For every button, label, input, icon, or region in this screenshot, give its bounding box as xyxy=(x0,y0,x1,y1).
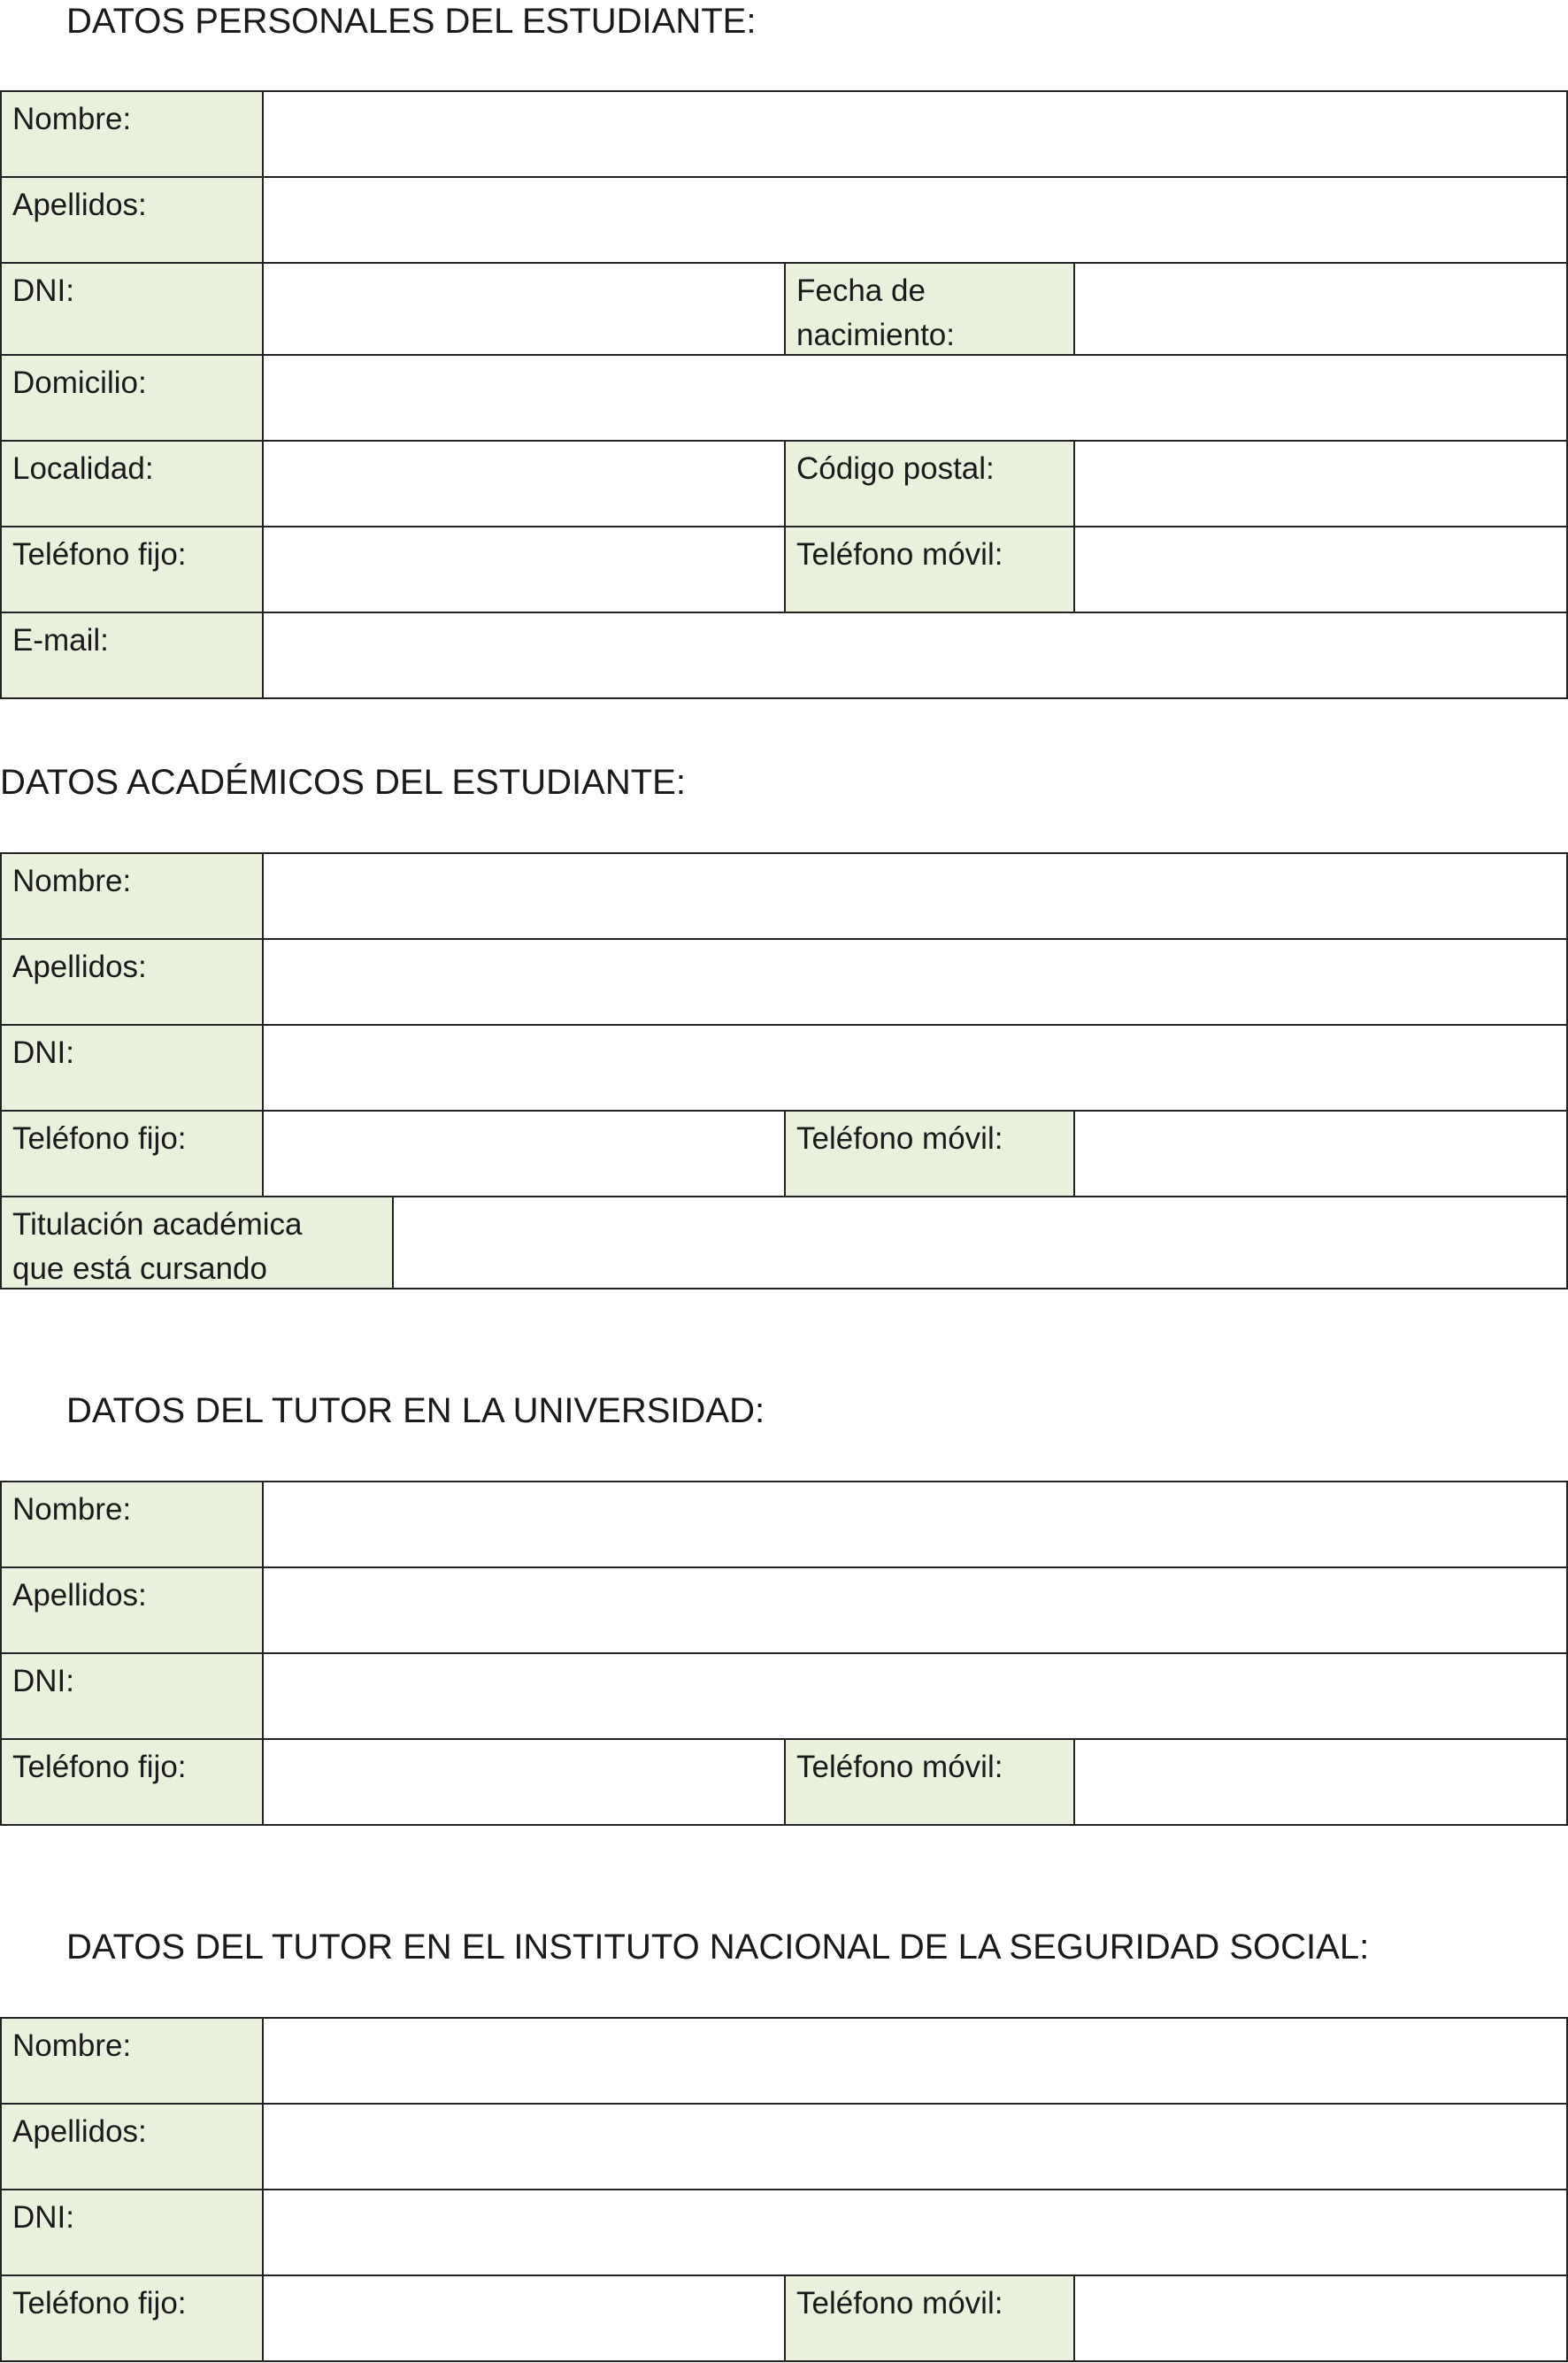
field-label-fecha-nacimiento: Fecha de nacimiento: xyxy=(796,273,955,352)
tutor-inss-form xyxy=(0,2017,1568,2362)
dni-field[interactable] xyxy=(262,2190,1566,2274)
telefono-movil-field[interactable] xyxy=(1073,2276,1566,2360)
label-cell-nombre xyxy=(2,2019,262,2103)
field-label-dni: DNI: xyxy=(12,1664,74,1698)
fecha-nacimiento-field[interactable] xyxy=(1073,264,1566,354)
row-dni xyxy=(0,1024,1568,1110)
nombre-field[interactable] xyxy=(262,2019,1566,2103)
section-title-tutor-universidad: DATOS DEL TUTOR EN LA UNIVERSIDAD: xyxy=(66,1391,765,1430)
field-label-apellidos: Apellidos: xyxy=(12,950,147,984)
telefono-movil-field[interactable] xyxy=(1073,1112,1566,1196)
label-cell-apellidos xyxy=(2,1568,262,1652)
nombre-field[interactable] xyxy=(262,1482,1566,1566)
label-cell-telefono-fijo xyxy=(2,527,262,612)
row-dni xyxy=(0,2189,1568,2274)
row-nombre xyxy=(0,2017,1568,2103)
field-label-nombre: Nombre: xyxy=(12,1492,132,1527)
telefono-movil-field[interactable] xyxy=(1073,1740,1566,1824)
label-cell-apellidos xyxy=(2,2105,262,2189)
field-label-telefono-movil: Teléfono móvil: xyxy=(796,1121,1003,1156)
row-apellidos xyxy=(0,1566,1568,1652)
label-cell-telefono-movil xyxy=(784,1112,1073,1196)
row-nombre xyxy=(0,90,1568,176)
field-label-apellidos: Apellidos: xyxy=(12,188,147,222)
label-cell-localidad xyxy=(2,442,262,526)
field-label-dni: DNI: xyxy=(12,273,74,308)
row-domicilio xyxy=(0,354,1568,440)
row-telefonos xyxy=(0,526,1568,612)
dni-field[interactable] xyxy=(262,1654,1566,1738)
label-cell-dni xyxy=(2,264,262,354)
telefono-movil-field[interactable] xyxy=(1073,527,1566,612)
row-dni-fecha xyxy=(0,262,1568,354)
codigo-postal-field[interactable] xyxy=(1073,442,1566,526)
localidad-field[interactable] xyxy=(262,442,784,526)
telefono-fijo-field[interactable] xyxy=(262,527,784,612)
tutor-universidad-form xyxy=(0,1481,1568,1826)
email-field[interactable] xyxy=(262,613,1566,697)
apellidos-field[interactable] xyxy=(262,2105,1566,2189)
field-label-localidad: Localidad: xyxy=(12,451,154,486)
label-cell-dni xyxy=(2,1654,262,1738)
row-titulacion xyxy=(0,1196,1568,1289)
section-title-tutor-inss: DATOS DEL TUTOR EN EL INSTITUTO NACIONAL DE LA SEGURIDAD SOCIAL: xyxy=(66,1928,1370,1967)
apellidos-field[interactable] xyxy=(262,1568,1566,1652)
field-label-codigo-postal: Código postal: xyxy=(796,451,995,486)
label-cell-dni xyxy=(2,1026,262,1110)
field-label-email: E-mail: xyxy=(12,623,109,658)
apellidos-field[interactable] xyxy=(262,940,1566,1024)
domicilio-field[interactable] xyxy=(262,356,1566,440)
telefono-fijo-field[interactable] xyxy=(262,1112,784,1196)
label-cell-telefono-fijo xyxy=(2,1112,262,1196)
label-cell-dni xyxy=(2,2190,262,2274)
row-telefonos xyxy=(0,1738,1568,1826)
field-label-telefono-fijo: Teléfono fijo: xyxy=(12,1121,187,1156)
field-label-nombre: Nombre: xyxy=(12,864,132,898)
row-apellidos xyxy=(0,2103,1568,2189)
label-cell-fecha-nacimiento xyxy=(784,264,1073,354)
label-cell-telefono-movil xyxy=(784,2276,1073,2360)
field-label-nombre: Nombre: xyxy=(12,2028,132,2063)
field-label-telefono-fijo: Teléfono fijo: xyxy=(12,2286,187,2321)
section-title-academic: DATOS ACADÉMICOS DEL ESTUDIANTE: xyxy=(0,763,686,802)
field-label-apellidos: Apellidos: xyxy=(12,1578,147,1613)
telefono-fijo-field[interactable] xyxy=(262,2276,784,2360)
field-label-telefono-movil: Teléfono móvil: xyxy=(796,1750,1003,1784)
label-cell-telefono-movil xyxy=(784,1740,1073,1824)
section-title-personal: DATOS PERSONALES DEL ESTUDIANTE: xyxy=(66,2,757,41)
row-nombre xyxy=(0,1481,1568,1566)
field-label-telefono-movil: Teléfono móvil: xyxy=(796,2286,1003,2321)
row-apellidos xyxy=(0,176,1568,262)
row-dni xyxy=(0,1652,1568,1738)
field-label-telefono-fijo: Teléfono fijo: xyxy=(12,537,187,572)
dni-field[interactable] xyxy=(262,1026,1566,1110)
label-cell-nombre xyxy=(2,1482,262,1566)
field-label-titulacion: Titulación académica que está cursando xyxy=(12,1207,303,1286)
row-apellidos xyxy=(0,938,1568,1024)
label-cell-telefono-fijo xyxy=(2,2276,262,2360)
telefono-fijo-field[interactable] xyxy=(262,1740,784,1824)
row-telefonos xyxy=(0,2274,1568,2362)
label-cell-titulacion xyxy=(2,1197,392,1288)
field-label-telefono-fijo: Teléfono fijo: xyxy=(12,1750,187,1784)
field-label-domicilio: Domicilio: xyxy=(12,366,147,400)
row-localidad-cp xyxy=(0,440,1568,526)
field-label-apellidos: Apellidos: xyxy=(12,2114,147,2149)
label-cell-apellidos xyxy=(2,178,262,262)
label-cell-telefono-fijo xyxy=(2,1740,262,1824)
row-telefonos xyxy=(0,1110,1568,1196)
row-nombre xyxy=(0,852,1568,938)
personal-data-form xyxy=(0,90,1568,699)
dni-field[interactable] xyxy=(262,264,784,354)
label-cell-apellidos xyxy=(2,940,262,1024)
field-label-telefono-movil: Teléfono móvil: xyxy=(796,537,1003,572)
field-label-dni: DNI: xyxy=(12,2200,74,2235)
label-cell-nombre xyxy=(2,854,262,938)
label-cell-codigo-postal xyxy=(784,442,1073,526)
label-cell-nombre xyxy=(2,92,262,176)
nombre-field[interactable] xyxy=(262,92,1566,176)
apellidos-field[interactable] xyxy=(262,178,1566,262)
label-cell-domicilio xyxy=(2,356,262,440)
label-cell-telefono-movil xyxy=(784,527,1073,612)
titulacion-field[interactable] xyxy=(392,1197,1566,1288)
row-email xyxy=(0,612,1568,699)
field-label-dni: DNI: xyxy=(12,1035,74,1070)
academic-data-form xyxy=(0,852,1568,1289)
label-cell-email xyxy=(2,613,262,697)
field-label-nombre: Nombre: xyxy=(12,102,132,136)
nombre-field[interactable] xyxy=(262,854,1566,938)
